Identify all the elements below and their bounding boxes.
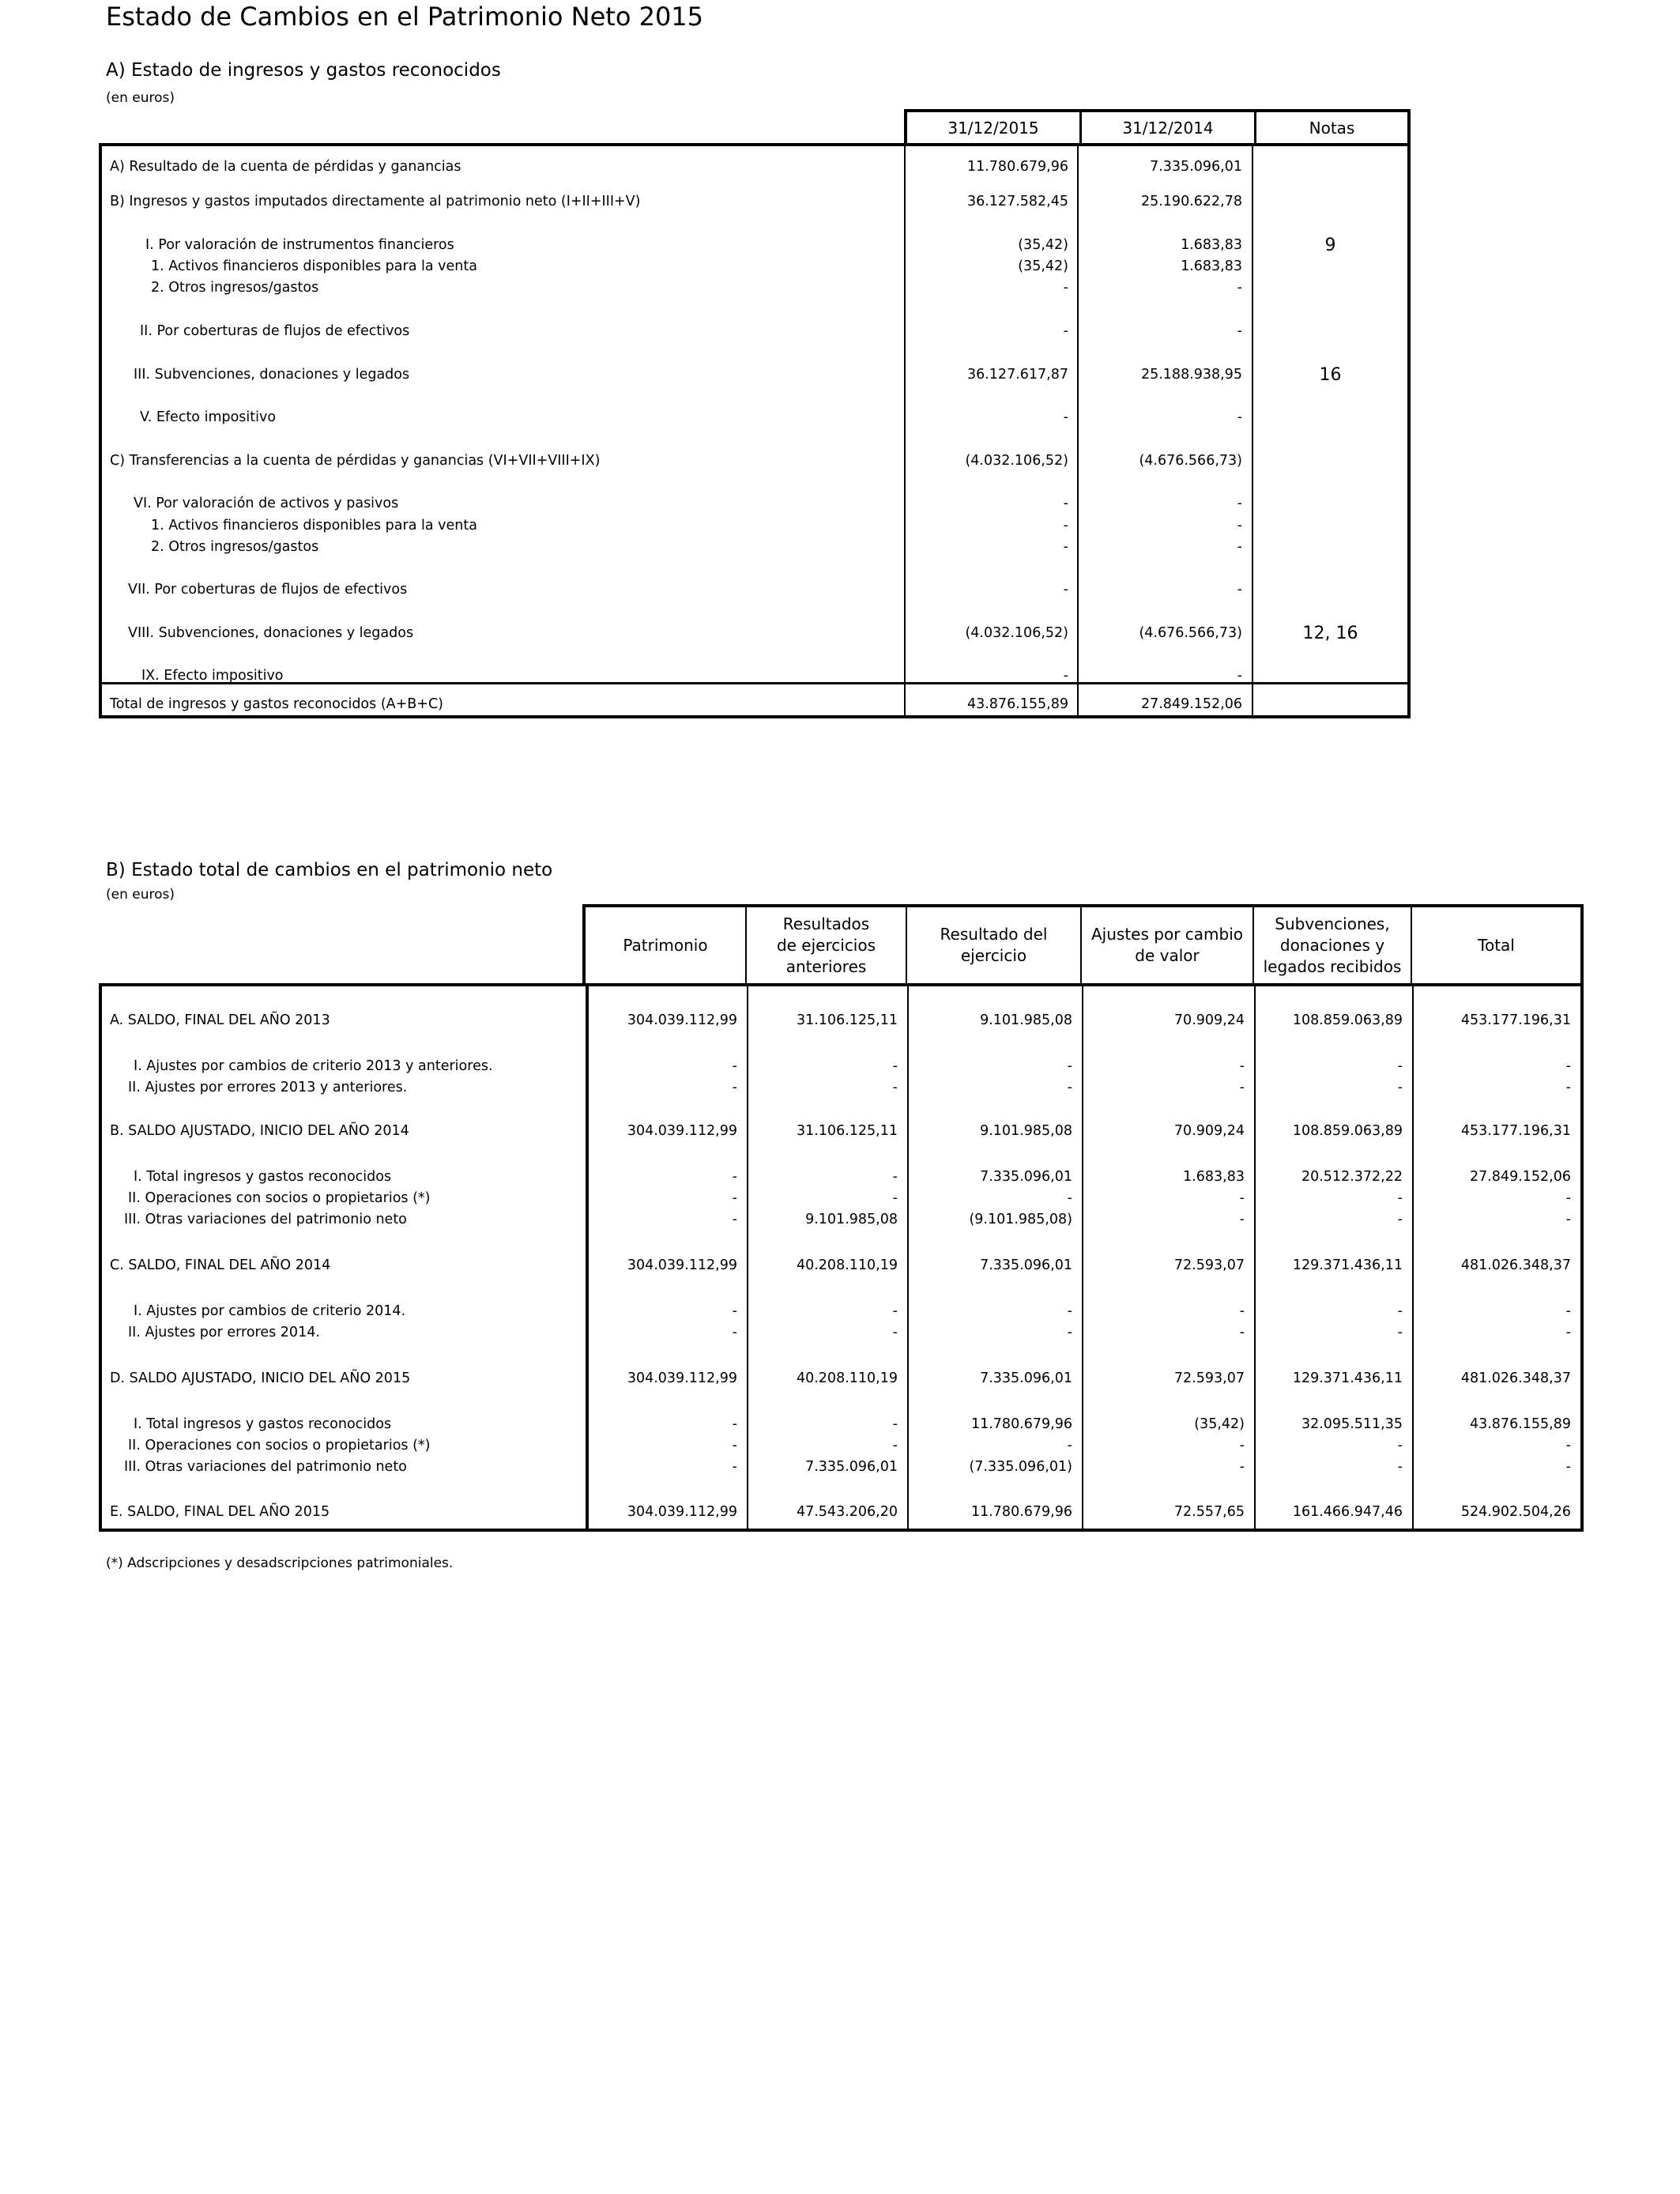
value-c2: -: [892, 1080, 898, 1095]
value-c6: -: [1565, 1058, 1571, 1074]
table-b-row: [102, 1301, 1580, 1322]
value-2014: -: [1237, 668, 1242, 684]
row-label: E. SALDO, FINAL DEL AÑO 2015: [110, 1504, 330, 1520]
value-2014: 1.683,83: [1181, 237, 1242, 253]
table-a-row: [102, 235, 1407, 256]
value-c2: 7.335.096,01: [805, 1459, 898, 1475]
row-label: A) Resultado de la cuenta de pérdidas y ganancias: [110, 159, 461, 175]
table-a-row: [102, 277, 1407, 299]
value-c4: (35,42): [1194, 1416, 1245, 1432]
row-label: 2. Otros ingresos/gastos: [151, 539, 319, 555]
value-c4: 72.557,65: [1173, 1504, 1245, 1520]
value-c5: -: [1397, 1058, 1403, 1074]
value-c1: -: [732, 1212, 737, 1227]
value-c2: 40.208.110,19: [796, 1370, 898, 1386]
value-c6: -: [1565, 1303, 1571, 1319]
value-2014: 27.849.152,06: [1140, 696, 1242, 712]
row-label: VII. Por coberturas de flujos de efectivos: [128, 582, 408, 598]
header-patrimonio: Patrimonio: [623, 935, 708, 955]
value-c2: -: [892, 1058, 898, 1074]
table-a-row: [102, 256, 1407, 277]
value-c4: 72.593,07: [1173, 1257, 1245, 1273]
row-label: III. Subvenciones, donaciones y legados: [134, 367, 410, 383]
header-2014: 31/12/2014: [1122, 118, 1214, 138]
table-b-header: [582, 904, 1584, 986]
table-a-row: [102, 156, 1407, 178]
value-c2: 9.101.985,08: [805, 1212, 898, 1227]
value-c3: 11.780.679,96: [970, 1504, 1072, 1520]
value-c1: -: [732, 1416, 737, 1432]
value-c2: -: [892, 1416, 898, 1432]
row-label: VI. Por valoración de activos y pasivos: [134, 496, 399, 511]
section-b-unit: (en euros): [106, 887, 175, 903]
value-c5: -: [1397, 1190, 1403, 1206]
value-2015: -: [1063, 323, 1068, 339]
table-a-row: [102, 407, 1407, 428]
row-label: I. Ajustes por cambios de criterio 2013 y anteriores.: [134, 1058, 493, 1074]
row-label: Total de ingresos y gastos reconocidos (A+B+C): [110, 696, 443, 712]
value-c3: 7.335.096,01: [980, 1169, 1072, 1185]
table-a-row: [102, 321, 1407, 342]
value-c3: -: [1067, 1438, 1072, 1453]
value-c5: -: [1397, 1303, 1403, 1319]
table-a-header: [904, 109, 1411, 146]
value-c4: 70.909,24: [1173, 1123, 1245, 1139]
value-2014: (4.676.566,73): [1139, 453, 1242, 469]
value-2014: -: [1237, 518, 1242, 533]
value-c4: -: [1239, 1459, 1245, 1475]
value-c2: -: [892, 1303, 898, 1319]
value-2014: -: [1237, 496, 1242, 511]
table-a-body: [99, 143, 1411, 718]
value-c2: 31.106.125,11: [796, 1012, 898, 1028]
table-b-row: [102, 1502, 1580, 1523]
table-b-row: [102, 1322, 1580, 1344]
value-c4: 72.593,07: [1173, 1370, 1245, 1386]
value-2015: -: [1063, 582, 1068, 598]
value-2015: -: [1063, 518, 1068, 533]
value-2014: 25.188.938,95: [1140, 367, 1242, 383]
value-c1: -: [732, 1303, 737, 1319]
row-label: II. Operaciones con socios o propietarios (*): [128, 1438, 431, 1453]
value-c3: 9.101.985,08: [980, 1123, 1072, 1139]
value-2015: (4.032.106,52): [965, 625, 1068, 641]
value-c5: -: [1397, 1325, 1403, 1340]
value-2015: -: [1063, 280, 1068, 296]
row-label: IX. Efecto impositivo: [141, 668, 284, 684]
table-a-row: [102, 537, 1407, 558]
value-c4: -: [1239, 1303, 1245, 1319]
value-c6: 481.026.348,37: [1460, 1257, 1571, 1273]
value-2014: 25.190.622,78: [1140, 194, 1242, 209]
value-2015: 36.127.582,45: [966, 194, 1068, 209]
value-c6: -: [1565, 1190, 1571, 1206]
value-c6: -: [1565, 1080, 1571, 1095]
row-label: 1. Activos financieros disponibles para la venta: [151, 258, 477, 274]
value-2015: (4.032.106,52): [965, 453, 1068, 469]
header-resultado-ejercicio: Resultado del ejercicio: [940, 925, 1048, 965]
value-c1: 304.039.112,99: [627, 1370, 737, 1386]
value-2015: (35,42): [1018, 258, 1068, 274]
value-2014: 7.335.096,01: [1150, 159, 1242, 175]
row-label: B) Ingresos y gastos imputados directamente al patrimonio neto (I+II+III+V): [110, 194, 641, 209]
value-c2: 31.106.125,11: [796, 1123, 898, 1139]
value-2014: 1.683,83: [1181, 258, 1242, 274]
value-2015: 43.876.155,89: [966, 696, 1068, 712]
row-label: II. Ajustes por errores 2014.: [128, 1325, 320, 1340]
value-c2: -: [892, 1438, 898, 1453]
value-c6: 524.902.504,26: [1460, 1504, 1571, 1520]
value-2015: -: [1063, 496, 1068, 511]
value-c3: 11.780.679,96: [970, 1416, 1072, 1432]
row-label: A. SALDO, FINAL DEL AÑO 2013: [110, 1012, 330, 1028]
row-label: I. Total ingresos y gastos reconocidos: [134, 1169, 392, 1185]
row-label: II. Operaciones con socios o propietarios (*): [128, 1190, 431, 1206]
row-label: 1. Activos financieros disponibles para la venta: [151, 518, 477, 533]
value-c5: -: [1397, 1459, 1403, 1475]
value-c6: 453.177.196,31: [1460, 1012, 1571, 1028]
value-c4: -: [1239, 1080, 1245, 1095]
value-2014: -: [1237, 539, 1242, 555]
table-b-row: [102, 1368, 1580, 1389]
table-a-row: [102, 364, 1407, 386]
value-c4: -: [1239, 1190, 1245, 1206]
value-c2: -: [892, 1169, 898, 1185]
value-c2: -: [892, 1325, 898, 1340]
value-c6: 481.026.348,37: [1460, 1370, 1571, 1386]
header-notas: Notas: [1309, 118, 1355, 138]
section-a-unit: (en euros): [106, 90, 175, 106]
value-c1: 304.039.112,99: [627, 1257, 737, 1273]
section-b-title: B) Estado total de cambios en el patrimonio neto: [106, 860, 553, 880]
table-a-row: [102, 579, 1407, 601]
value-2014: -: [1237, 280, 1242, 296]
table-b-row: [102, 1414, 1580, 1435]
row-label: I. Total ingresos y gastos reconocidos: [134, 1416, 392, 1432]
value-c5: 108.859.063,89: [1292, 1123, 1403, 1139]
page-title: Estado de Cambios en el Patrimonio Neto 2015: [106, 2, 704, 32]
value-c2: 40.208.110,19: [796, 1257, 898, 1273]
value-2014: -: [1237, 323, 1242, 339]
value-2015: -: [1063, 668, 1068, 684]
row-label: I. Ajustes por cambios de criterio 2014.: [134, 1303, 406, 1319]
value-c6: -: [1565, 1325, 1571, 1340]
table-b-body: [99, 983, 1584, 1532]
note-ref: 12, 16: [1302, 624, 1358, 643]
table-a-row: [102, 450, 1407, 472]
value-c3: 7.335.096,01: [980, 1257, 1072, 1273]
value-c1: -: [732, 1169, 737, 1185]
table-b-row: [102, 1056, 1580, 1077]
value-c4: -: [1239, 1325, 1245, 1340]
row-label: III. Otras variaciones del patrimonio neto: [124, 1212, 407, 1227]
value-c3: (7.335.096,01): [969, 1459, 1072, 1475]
value-c3: -: [1067, 1190, 1072, 1206]
header-ajustes: Ajustes por cambio de valor: [1091, 925, 1243, 965]
value-2014: -: [1237, 409, 1242, 425]
value-c5: 108.859.063,89: [1292, 1012, 1403, 1028]
table-b-row: [102, 1121, 1580, 1142]
row-label: C) Transferencias a la cuenta de pérdidas y ganancias (VI+VII+VIII+IX): [110, 453, 601, 469]
row-label: C. SALDO, FINAL DEL AÑO 2014: [110, 1257, 331, 1273]
value-c2: 47.543.206,20: [796, 1504, 898, 1520]
value-c3: (9.101.985,08): [969, 1212, 1072, 1227]
header-total: Total: [1478, 935, 1515, 955]
value-c1: -: [732, 1058, 737, 1074]
table-b-row: [102, 1435, 1580, 1457]
value-c6: -: [1565, 1438, 1571, 1453]
table-b-row: [102, 1255, 1580, 1276]
value-c6: 453.177.196,31: [1460, 1123, 1571, 1139]
row-label: V. Efecto impositivo: [140, 409, 277, 425]
value-c5: 20.512.372,22: [1301, 1169, 1403, 1185]
table-a-row: [102, 493, 1407, 515]
value-c3: -: [1067, 1303, 1072, 1319]
row-label: B. SALDO AJUSTADO, INICIO DEL AÑO 2014: [110, 1123, 409, 1139]
row-label: III. Otras variaciones del patrimonio neto: [124, 1459, 407, 1475]
table-b-row: [102, 1209, 1580, 1231]
table-b-row: [102, 1457, 1580, 1478]
value-c5: 129.371.436,11: [1292, 1257, 1403, 1273]
section-a-title: A) Estado de ingresos y gastos reconocidos: [106, 60, 501, 81]
value-c5: 32.095.511,35: [1301, 1416, 1403, 1432]
value-2015: 11.780.679,96: [966, 159, 1068, 175]
value-c1: 304.039.112,99: [627, 1123, 737, 1139]
row-label: VIII. Subvenciones, donaciones y legados: [128, 625, 414, 641]
header-subvenciones: Subvenciones, donaciones y legados recibidos: [1263, 914, 1402, 976]
table-a-row: [102, 623, 1407, 644]
value-c4: 70.909,24: [1173, 1012, 1245, 1028]
row-label: I. Por valoración de instrumentos financieros: [145, 237, 454, 253]
value-c1: 304.039.112,99: [627, 1504, 737, 1520]
value-c6: 27.849.152,06: [1469, 1169, 1571, 1185]
row-label: 2. Otros ingresos/gastos: [151, 280, 319, 296]
value-c6: -: [1565, 1459, 1571, 1475]
value-c3: 9.101.985,08: [980, 1012, 1072, 1028]
value-2015: (35,42): [1018, 237, 1068, 253]
value-c5: -: [1397, 1212, 1403, 1227]
value-c5: -: [1397, 1438, 1403, 1453]
value-2015: 36.127.617,87: [966, 367, 1068, 383]
row-label: D. SALDO AJUSTADO, INICIO DEL AÑO 2015: [110, 1370, 411, 1386]
table-a-row: [102, 665, 1407, 687]
table-b-row: [102, 1188, 1580, 1209]
note-ref: 16: [1319, 365, 1342, 385]
row-label: II. Ajustes por errores 2013 y anteriores.: [128, 1080, 408, 1095]
note-ref: 9: [1324, 236, 1336, 255]
row-label: II. Por coberturas de flujos de efectivos: [140, 323, 410, 339]
header-2015: 31/12/2015: [947, 118, 1039, 138]
value-c1: -: [732, 1438, 737, 1453]
value-c5: 129.371.436,11: [1292, 1370, 1403, 1386]
value-c5: 161.466.947,46: [1292, 1504, 1403, 1520]
value-2015: -: [1063, 539, 1068, 555]
table-a-row: [102, 694, 1407, 715]
value-c1: -: [732, 1190, 737, 1206]
value-2015: -: [1063, 409, 1068, 425]
value-c3: -: [1067, 1080, 1072, 1095]
table-b-row: [102, 1010, 1580, 1031]
value-c4: -: [1239, 1212, 1245, 1227]
value-c1: 304.039.112,99: [627, 1012, 737, 1028]
value-c1: -: [732, 1459, 737, 1475]
header-resultados-anteriores: Resultados de ejercicios anteriores: [776, 914, 876, 976]
table-a-row: [102, 191, 1407, 213]
value-2014: -: [1237, 582, 1242, 598]
value-c4: -: [1239, 1058, 1245, 1074]
value-c3: 7.335.096,01: [980, 1370, 1072, 1386]
value-c3: -: [1067, 1058, 1072, 1074]
value-c6: 43.876.155,89: [1469, 1416, 1571, 1432]
value-c2: -: [892, 1190, 898, 1206]
footnote: (*) Adscripciones y desadscripciones patrimoniales.: [106, 1555, 454, 1571]
value-c4: 1.683,83: [1183, 1169, 1245, 1185]
table-a-row: [102, 515, 1407, 537]
table-b-row: [102, 1167, 1580, 1188]
value-c1: -: [732, 1325, 737, 1340]
table-b-row: [102, 1077, 1580, 1099]
value-c4: -: [1239, 1438, 1245, 1453]
value-c3: -: [1067, 1325, 1072, 1340]
value-c5: -: [1397, 1080, 1403, 1095]
value-c6: -: [1565, 1212, 1571, 1227]
value-2014: (4.676.566,73): [1139, 625, 1242, 641]
value-c1: -: [732, 1080, 737, 1095]
